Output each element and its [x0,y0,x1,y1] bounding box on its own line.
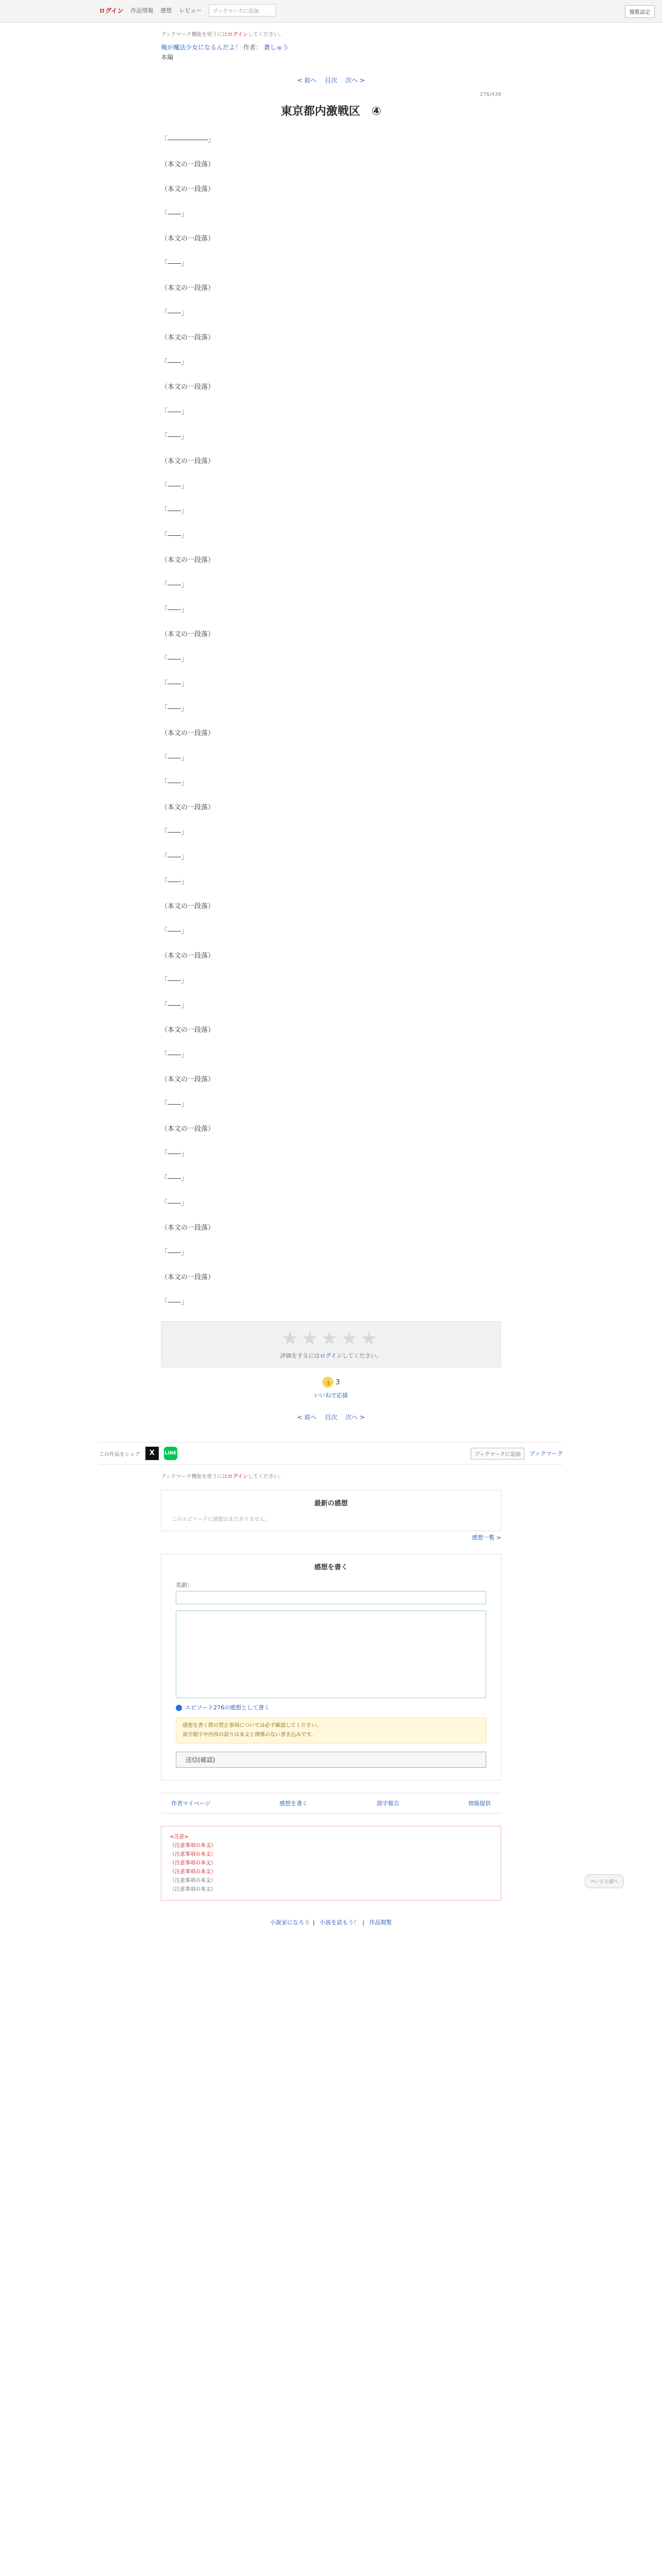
share-bar [99,1442,563,1465]
episode-number: 276/439 [479,92,501,98]
caution-heading: <注意> [170,1834,189,1840]
body-paragraph: 「――」 [161,1199,188,1208]
body-paragraph: （本文の一段落） [161,952,215,960]
caution-box: <注意> （注意事項の本文） （注意事項の本文） （注意事項の本文） （注意事項の本文） （注意事項の本文） （注意事項の本文） [161,1826,501,1901]
login-link-note-2[interactable]: ログイン [227,1474,248,1480]
likes-count: 3 [335,1379,340,1387]
body-paragraph: 「――」 [161,482,188,490]
name-label: 名前： [176,1582,193,1589]
body-paragraph: 「――」 [161,680,188,688]
footer-links [161,1793,501,1814]
typo-report-link[interactable]: 誤字報告 [376,1800,400,1807]
episode-title: 東京都内激戦区 ④ [280,105,382,118]
impressions-list-link[interactable]: 感想一覧 > [472,1534,501,1541]
body-paragraph: 「――」 [161,878,188,886]
body-paragraph: 「――」 [161,532,188,540]
radio-checked-icon[interactable] [176,1705,182,1711]
body-paragraph: （本文の一段落） [161,284,215,293]
body-paragraph: 「――」 [161,1298,188,1307]
prev-link[interactable]: < 前へ [297,77,317,84]
bottom-nav-yomou[interactable]: 小説を読もう！ [320,1919,359,1926]
login-link-note[interactable]: ログイン [227,32,248,38]
body-paragraph: 「――」 [161,1175,188,1183]
pager-top [161,76,501,84]
body-paragraph: （本文の一段落） [161,185,215,194]
series-title-link[interactable]: 俺が魔法少女になるんだよ！ [161,44,242,51]
body-paragraph: （本文の一段落） [161,457,215,466]
body-paragraph: （本文の一段落） [161,383,215,392]
body-paragraph: 「――」 [161,1051,188,1059]
reading-settings-button[interactable]: 閲覧設定 [625,5,655,18]
thumbs-up-icon[interactable]: 👍 [322,1377,334,1388]
bookmark-add-button[interactable]: ブックマークに追加 [471,1448,524,1460]
body-paragraph: （本文の一段落） [161,1125,215,1133]
body-paragraph: 「――」 [161,606,188,614]
episode-checkbox-row[interactable]: エピソード276の感想として書く [176,1703,486,1711]
chapter-label: 本編 [161,54,174,61]
write-impression-link[interactable]: 感想を書く [279,1800,308,1807]
bottom-nav-works[interactable]: 作品閲覧 [369,1919,392,1926]
body-paragraph: 「――」 [161,655,188,664]
body-paragraph: （本文の一段落） [161,235,215,243]
body-paragraph: 「――」 [161,433,188,441]
body-paragraph: 「――」 [161,705,188,713]
body-paragraph: 「――」 [161,408,188,416]
body-paragraph: （本文の一段落） [161,1076,215,1084]
body-paragraph: （本文の一段落） [161,334,215,342]
body-paragraph: 「――」 [161,1150,188,1158]
global-nav [0,0,662,23]
body-paragraph: 「――」 [161,507,188,515]
body-paragraph: （本文の一段落） [161,903,215,911]
series-info: 俺が魔法少女になるんだよ！ 作者： 蒼しゅう 本編 [161,44,289,61]
toc-link-bottom[interactable]: 目次 [324,1414,337,1421]
body-paragraph: （本文の一段落） [161,1026,215,1035]
toc-link[interactable]: 目次 [324,77,337,84]
body-paragraph: （本文の一段落） [161,1274,215,1282]
bookmark-login-note: ブックマーク機能を使うにはログインしてください。 [161,32,284,38]
info-provide-link[interactable]: 情報提供 [468,1800,491,1807]
rating-note: 評価をするにはログインしてください。 [280,1352,382,1360]
bookmark-link[interactable]: ブックマーク [529,1450,563,1458]
body-paragraph: （本文の一段落） [161,556,215,565]
novel-body [161,134,501,1309]
body-paragraph: 「――」 [161,977,188,985]
next-link[interactable]: 次へ > [345,77,365,84]
next-link-bottom[interactable]: 次へ > [345,1414,365,1421]
body-paragraph: 「――」 [161,927,188,936]
login-link[interactable]: ログイン [99,7,124,14]
body-paragraph: 「――」 [161,1249,188,1257]
body-paragraph: （本文の一段落） [161,631,215,639]
impression-warning: 感想を書く際の禁止事項については必ず確認してください。 誤字脱字や内容の誤りは本文と関係のない書き込みです。 [176,1718,486,1743]
body-paragraph: （本文の一段落） [161,161,215,169]
pager-bottom [161,1413,501,1421]
author-link[interactable]: 蒼しゅう [263,44,289,51]
body-paragraph: 「――」 [161,210,188,218]
nav-item-impressions[interactable]: 感想 [160,7,172,14]
bookmark-login-note-2: ブックマーク機能を使うにはログインしてください。 [161,1474,284,1480]
body-paragraph: 「――」 [161,260,188,268]
share-label: この作品をシェア [99,1451,140,1458]
bookmark-add-box[interactable]: ブックマークに追加 [209,4,276,16]
body-paragraph: （本文の一段落） [161,1224,215,1232]
body-paragraph: 「――――――」 [161,136,215,144]
line-share-icon[interactable]: LINE [164,1447,177,1460]
impressions-empty-text: このエピソードに感想はまだありません。 [172,1517,270,1523]
author-mypage-link[interactable]: 作者マイページ [171,1800,211,1807]
body-paragraph: 「――」 [161,1100,188,1109]
x-share-icon[interactable]: X [145,1447,159,1460]
name-input[interactable] [176,1591,486,1604]
write-impression-panel [161,1554,501,1781]
latest-impressions-heading: 最新の感想 [314,1500,348,1508]
rating-login-link[interactable]: ログイン [320,1352,342,1360]
like-support-link[interactable]: いいねで応援 [314,1392,348,1399]
write-impression-heading: 感想を書く [314,1564,348,1572]
body-paragraph: 「――」 [161,754,188,762]
nav-item-works[interactable]: 作品情報 [130,7,154,14]
body-paragraph: 「――」 [161,1002,188,1010]
body-paragraph: 「――」 [161,779,188,787]
impression-textarea[interactable] [176,1611,486,1698]
likes-area [161,1377,501,1399]
prev-link-bottom[interactable]: < 前へ [297,1414,317,1421]
nav-item-reviews[interactable]: レビュー [179,7,202,14]
rating-stars[interactable]: ★★★★★ [282,1328,380,1350]
rating-box [161,1321,501,1367]
bottom-nav: 小説家になろう | 小説を読もう！ | 作品閲覧 [270,1919,392,1926]
body-paragraph: 「――」 [161,359,188,367]
body-paragraph: 「――」 [161,309,188,317]
body-paragraph: 「――」 [161,581,188,589]
body-paragraph: 「――」 [161,853,188,861]
body-paragraph: （本文の一段落） [161,730,215,738]
bottom-nav-narou[interactable]: 小説家になろう [270,1919,310,1926]
scroll-top-tab[interactable]: ページ上部へ [585,1874,624,1888]
submit-button[interactable]: 送信(確認) [176,1752,486,1768]
latest-impressions-panel [161,1490,501,1531]
body-paragraph: （本文の一段落） [161,804,215,812]
body-paragraph: 「――」 [161,828,188,837]
